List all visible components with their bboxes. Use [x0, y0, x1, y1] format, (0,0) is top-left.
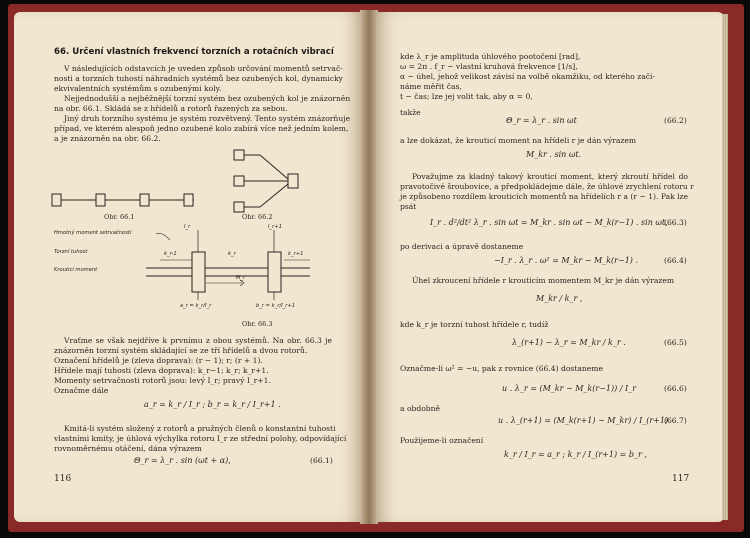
equation-definitions: a_r = k_r / I_r ; b_r = k_r / I_r+1 .: [144, 400, 281, 409]
page-number-right: 117: [672, 474, 690, 484]
label-m-r: M_r: [236, 275, 246, 281]
equation-66-6-number: (66.6): [664, 384, 687, 393]
equation-66-3-number: (66.3): [664, 218, 687, 227]
para3-line1: Jiný druh torzního systému je systém rozvětvený. Tento systém znázorňuje: [64, 114, 351, 123]
figure-66-2-caption: Obr. 66.2: [242, 213, 273, 221]
equation-moment: M_kr . sin ωt.: [526, 150, 582, 159]
kde-line5: t − čas; lze jej volit tak, aby α = 0,: [400, 92, 533, 101]
right-page: [376, 12, 724, 522]
text-line-e: kde k_r je torzní tuhost hřídele r, tudíž: [400, 320, 549, 329]
label-a-r: a_r = k_r/I_r: [180, 303, 212, 309]
equation-66-1: Θ_r = λ_r . sin (ωt + α),: [134, 456, 231, 465]
page-edge: [722, 14, 728, 520]
section-heading: 66. Určení vlastních frekvencí torzních a rotačních vibrací: [54, 47, 334, 57]
para-b-line1: Považujme za kladný takový krouticí moment, který zkroutí hřídel do: [412, 172, 688, 181]
label-k-r: k_r: [228, 251, 236, 257]
para3-line3: a je znázorněn na obr. 66.2.: [54, 134, 161, 143]
equation-66-5: λ_(r+1) − λ_r = M_kr / k_r .: [512, 338, 626, 347]
para5-line2: vlastními kmity, je úhlová výchylka rotoru I_r ze střední polohy, odpovídající: [54, 434, 347, 443]
legend-torsional-stiffness: Torzní tuhost: [54, 249, 88, 255]
label-k-r-minus-1: k_r-1: [164, 251, 177, 257]
equation-66-5-number: (66.5): [664, 338, 687, 347]
equation-66-3: I_r . d²/dt² λ_r . sin ωt = M_kr . sin ωt − M_k(r−1) . sin ωt,: [430, 218, 668, 227]
label-i-r: I_r: [184, 224, 191, 230]
para-b-line3: je způsobeno rozdílem krouticích momentů na hřídelích r a (r − 1). Pak lze: [400, 192, 689, 201]
para-b-line4: psát: [400, 202, 417, 211]
para1-line2: nosti a torzních tuhostí náhradních systémů bez ozubených kol, dynamicky: [54, 74, 343, 83]
figure-66-3-caption: Obr. 66.3: [242, 320, 273, 328]
list-line4: Označme dále: [54, 386, 109, 395]
text-line-g: a obdobně: [400, 404, 441, 413]
kde-line1: kde λ_r je amplituda úhlového pootočení [rad],: [400, 52, 581, 61]
page-number-left: 116: [54, 474, 72, 484]
equation-66-2: Θ_r = λ_r . sin ωt: [506, 116, 577, 125]
text-line-a: a lze dokázat, že krouticí moment na hřídeli r je dán výrazem: [400, 136, 637, 145]
para2-line2: na obr. 66.1. Skládá se z hřídelů a rotorů řazených za sebou.: [54, 104, 288, 113]
label-b-r: b_r = k_r/I_r+1: [256, 303, 296, 309]
equation-66-4: −I_r . λ_r . ω² = M_kr − M_k(r−1) .: [494, 256, 638, 265]
text-line-h: Použijeme-li označení: [400, 436, 484, 445]
equation-notation: k_r / I_r = a_r ; k_r / I_(r+1) = b_r ,: [504, 450, 647, 459]
para4-line2: znázorněn torzní systém skládající se ze tří hřídelů a dvou rotorů.: [54, 346, 308, 355]
para4-line1: Vraťme se však nejdříve k prvnímu z obou systémů. Na obr. 66.3 je: [64, 336, 332, 345]
equation-ratio: M_kr / k_r ,: [536, 294, 583, 303]
equation-66-2-number: (66.2): [664, 116, 687, 125]
kde-line2: ω = 2π . f_r − vlastní kruhová frekvence [1/s],: [400, 62, 578, 71]
figure-66-1-caption: Obr. 66.1: [104, 213, 135, 221]
list-line2: Hřídele mají tuhosti (zleva doprava): k_r−1; k_r; k_r+1.: [54, 366, 269, 375]
label-i-r1: I_r+1: [268, 224, 282, 230]
kde-line3: α − úhel, jehož velikost závisí na volbě okamžiku, od kterého začí-: [400, 72, 656, 81]
para1-line1: V následujících odstavcích je uveden způsob určování momentů setrvač-: [64, 64, 343, 73]
equation-66-7-number: (66.7): [664, 416, 687, 425]
kde-line4: náme měřit čas,: [400, 82, 462, 91]
para1-line3: ekvivalentních systémům s ozubenými koly.: [54, 84, 222, 93]
equation-66-7: u . λ_(r+1) = (M_k(r+1) − M_kr) / I_(r+1): [498, 416, 669, 425]
list-line3: Momenty setrvačnosti rotorů jsou: levý I_r; pravý I_r+1.: [54, 376, 271, 385]
para5-line1: Kmitá-li systém složený z rotorů a pružných členů o konstantní tuhosti: [64, 424, 336, 433]
list-line1: Označení hřídelů je (zleva doprava): (r − 1); r; (r + 1).: [54, 356, 263, 365]
text-line-c: po derivaci a úpravě dostaneme: [400, 242, 524, 251]
figure-66-2: [232, 146, 302, 218]
equation-66-6: u . λ_r = (M_kr − M_k(r−1)) / I_r: [502, 384, 637, 393]
legend-torque: Krouticí moment: [54, 267, 98, 273]
equation-66-4-number: (66.4): [664, 256, 687, 265]
para3-line2: případ, ve kterém alespoň jedno ozubené kolo zabírá více než jedním kolem,: [54, 124, 349, 133]
left-page: [14, 12, 362, 522]
text-line-d: Úhel zkroucení hřídele r krouticím momentem M_kr je dán výrazem: [412, 276, 675, 285]
para5-line3: rovnoměrnému otáčení, dána výrazem: [54, 444, 202, 453]
label-k-r-plus-1: k_r+1: [288, 251, 304, 257]
text-line-f: Označme-li ω² = −u, pak z rovnice (66.4) dostaneme: [400, 364, 603, 373]
para2-line1: Nejjednodušší a nejběžnější torzní systém bez ozubených kol je znázorněn: [64, 94, 351, 103]
legend-moment-of-inertia: Hmotný moment setrvačnosti: [54, 230, 132, 236]
takze-label: takže: [400, 108, 421, 117]
para-b-line2: pravotočivé šroubovice, a předpokládejme dále, že úhlové zrychlení rotoru r: [400, 182, 694, 191]
figure-66-1: [50, 188, 200, 212]
equation-66-1-number: (66.1): [310, 456, 333, 465]
